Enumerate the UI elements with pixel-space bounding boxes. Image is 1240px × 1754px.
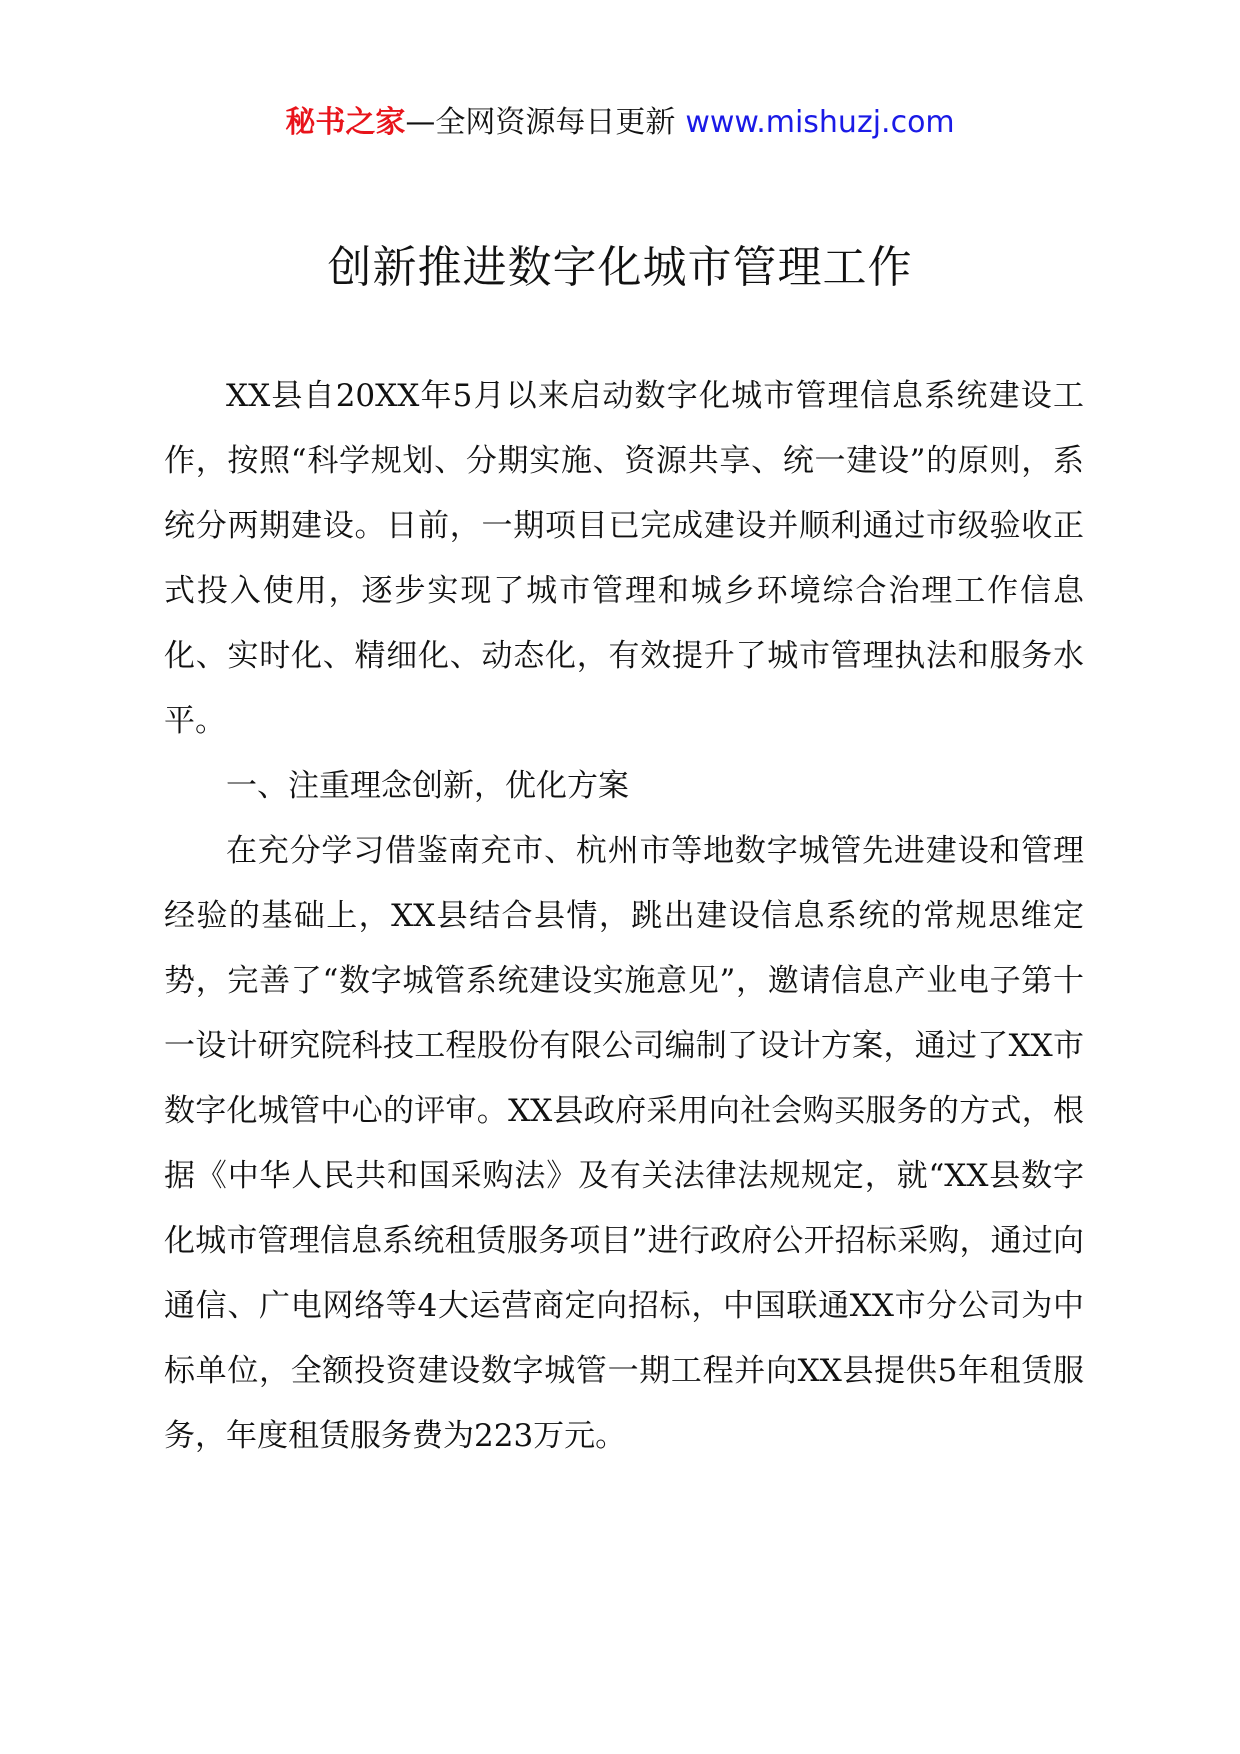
banner-slogan: —全网资源每日更新 (405, 105, 676, 140)
document-title: 创新推进数字化城市管理工作 (327, 242, 913, 293)
banner-url-link[interactable]: www.mishuzj.com (685, 105, 955, 140)
document-body (164, 364, 1084, 1469)
section-1-paragraph: 在充分学习借鉴南充市、杭州市等地数字城管先进建设和管理经验的基础上，XX县结合县情，跳出建设信息系统的常规思维定势，完善了“数字城管系统建设实施意见”，邀请信息产业电子第十一设计研究院科技工程股份有限公司编制了设计方案，通过了XX市数字化城管中心的评审。XX县政府采用向社会购买服务的方式，根据《中华人民共和国采购法》及有关法律法规规定，就“XX县数字化城市管理信息系统租赁服务项目”进行政府公开招标采购，通过向通信、广电网络等4大运营商定向招标，中国联通XX市分公司为中标单位，全额投资建设数字城管一期工程并向XX县提供5年租赁服务，年度租赁服务费为223万元。 (164, 833, 1084, 1454)
intro-paragraph: XX县自20XX年5月以来启动数字化城市管理信息系统建设工作，按照“科学规划、分期实施、资源共享、统一建设”的原则，系统分两期建设。日前，一期项目已完成建设并顺利通过市级验收正式投入使用，逐步实现了城市管理和城乡环境综合治理工作信息化、实时化、精细化、动态化，有效提升了城市管理执法和服务水平。 (164, 378, 1084, 739)
site-banner (0, 100, 1240, 146)
section-heading-1: 一、注重理念创新，优化方案 (226, 768, 629, 804)
banner-brand: 秘书之家 (285, 105, 406, 140)
